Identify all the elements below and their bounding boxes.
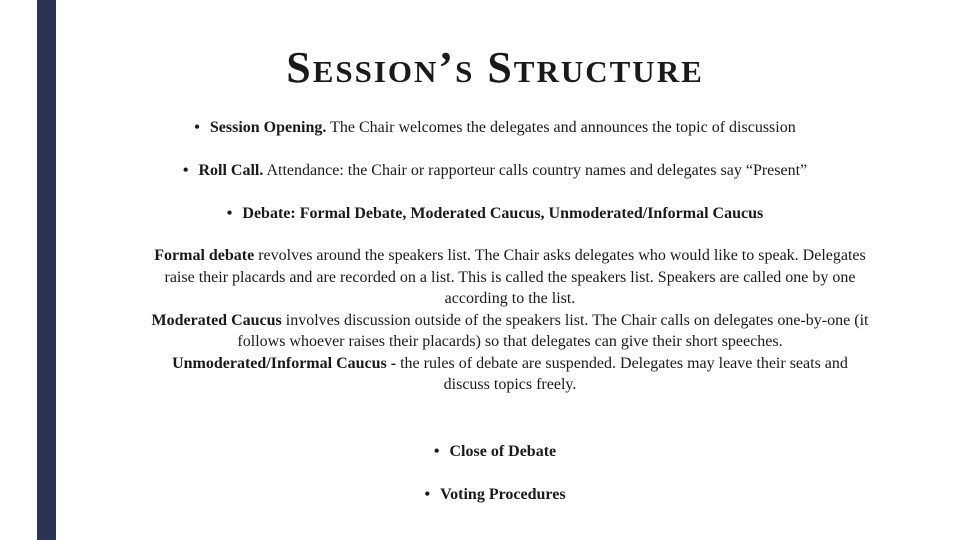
slide-title: Session’s Structure xyxy=(286,43,704,92)
detail-moderated-caucus xyxy=(150,310,870,353)
bullet-head: Voting Procedures xyxy=(440,486,566,503)
bullet-head: Session Opening. xyxy=(209,119,327,136)
bullet-icon: • xyxy=(424,486,431,503)
detail-term: Unmoderated/Informal Caucus - xyxy=(172,354,397,372)
detail-text: involves discussion outside of the speakers list. The Chair calls on delegates one-by-one (it follows whoever raises their placards) so that delegates can give their short speeches. xyxy=(237,311,869,350)
bullet-icon: • xyxy=(194,119,200,136)
detail-unmoderated-caucus xyxy=(150,353,870,396)
debate-details xyxy=(150,245,870,396)
bullet-voting-procedures xyxy=(0,485,960,505)
detail-term: Moderated Caucus xyxy=(151,311,282,329)
bullet-head: Close of Debate xyxy=(449,443,557,460)
bullet-icon: • xyxy=(182,162,189,179)
bullet-head: Roll Call. xyxy=(198,162,264,179)
bullet-debate xyxy=(0,204,960,224)
bullet-icon: • xyxy=(433,443,440,460)
detail-text: revolves around the speakers list. The Chair asks delegates who would like to speak. Delegates raise their placards and are recorded on a list. This is called the speakers list. Speakers are called one by one according to the list. xyxy=(164,247,866,307)
detail-term: Formal debate xyxy=(154,247,255,264)
bullet-session-opening xyxy=(0,118,960,138)
bullet-icon: • xyxy=(226,205,233,222)
detail-text: the rules of debate are suspended. Delegates may leave their seats and discuss topics freely. xyxy=(396,354,848,393)
bullet-close-of-debate xyxy=(0,442,960,462)
bullet-head: Debate: Formal Debate, Moderated Caucus, Unmoderated/Informal Caucus xyxy=(242,205,764,222)
bullet-text: The Chair welcomes the delegates and announces the topic of discussion xyxy=(326,119,796,136)
bullet-roll-call xyxy=(0,161,960,181)
bullet-text: Attendance: the Chair or rapporteur calls country names and delegates say “Present” xyxy=(263,162,808,179)
detail-formal-debate xyxy=(150,245,870,310)
